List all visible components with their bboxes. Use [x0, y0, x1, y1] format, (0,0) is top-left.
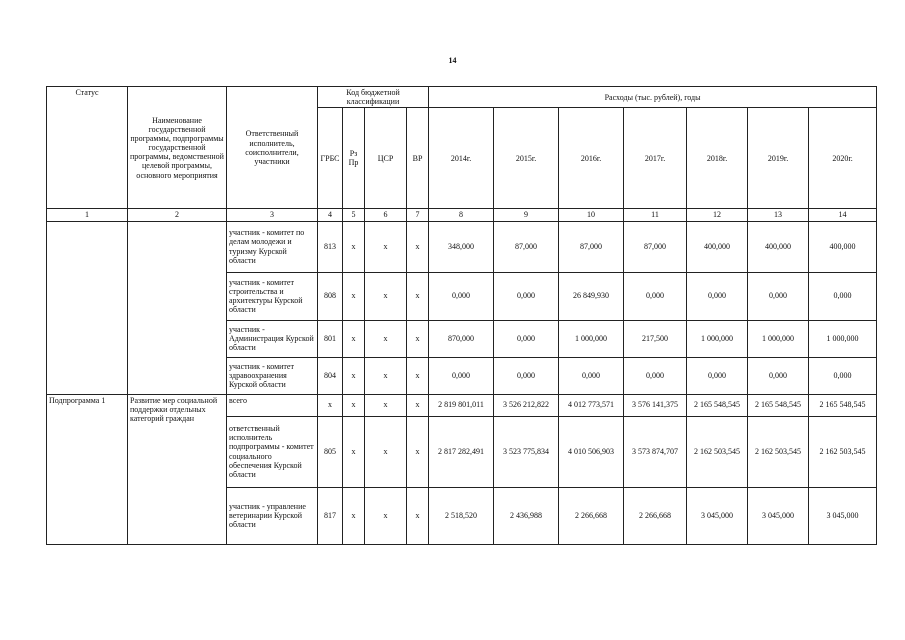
- name-cell: [128, 221, 227, 394]
- value-2016: 0,000: [559, 357, 624, 394]
- header-rzpr: Рз Пр: [343, 108, 365, 209]
- rzpr-cell: х: [343, 320, 365, 357]
- value-2018: 2 162 503,545: [687, 416, 748, 487]
- executor-cell: участник - управление ветеринарии Курской области: [227, 487, 318, 544]
- value-2018: 400,000: [687, 221, 748, 272]
- column-number: 5: [343, 209, 365, 221]
- value-2020: 3 045,000: [809, 487, 877, 544]
- rzpr-cell: х: [343, 221, 365, 272]
- value-2014: 2 518,520: [429, 487, 494, 544]
- value-2014: 0,000: [429, 357, 494, 394]
- value-2014: 0,000: [429, 272, 494, 320]
- value-2018: 1 000,000: [687, 320, 748, 357]
- value-2020: 400,000: [809, 221, 877, 272]
- value-2018: 3 045,000: [687, 487, 748, 544]
- vr-cell: х: [407, 416, 429, 487]
- value-2016: 4 012 773,571: [559, 394, 624, 416]
- value-2017: 3 573 874,707: [624, 416, 687, 487]
- csr-cell: х: [365, 357, 407, 394]
- value-2019: 2 162 503,545: [748, 416, 809, 487]
- value-2016: 2 266,668: [559, 487, 624, 544]
- header-year-2016: 2016г.: [559, 108, 624, 209]
- vr-cell: х: [407, 357, 429, 394]
- executor-cell: участник - комитет здравоохранения Курской области: [227, 357, 318, 394]
- value-2019: 2 165 548,545: [748, 394, 809, 416]
- header-budget-code: Код бюджетной классификации: [318, 87, 429, 108]
- value-2020: 0,000: [809, 357, 877, 394]
- header-year-2014: 2014г.: [429, 108, 494, 209]
- column-number: 14: [809, 209, 877, 221]
- header-year-2015: 2015г.: [494, 108, 559, 209]
- executor-cell: участник - Администрация Курской области: [227, 320, 318, 357]
- value-2017: 3 576 141,375: [624, 394, 687, 416]
- value-2020: 1 000,000: [809, 320, 877, 357]
- table-header: [47, 87, 877, 222]
- executor-cell: участник - комитет по делам молодежи и туризму Курской области: [227, 221, 318, 272]
- rzpr-cell: х: [343, 487, 365, 544]
- header-year-2018: 2018г.: [687, 108, 748, 209]
- value-2016: 1 000,000: [559, 320, 624, 357]
- rzpr-cell: х: [343, 272, 365, 320]
- executor-cell: участник - комитет строительства и архитектуры Курской области: [227, 272, 318, 320]
- value-2020: 0,000: [809, 272, 877, 320]
- column-number: 3: [227, 209, 318, 221]
- value-2015: 87,000: [494, 221, 559, 272]
- name-cell: Развитие мер социальной поддержки отдельных категорий граждан: [128, 394, 227, 544]
- value-2015: 2 436,988: [494, 487, 559, 544]
- rzpr-cell: х: [343, 394, 365, 416]
- value-2015: 3 526 212,822: [494, 394, 559, 416]
- vr-cell: х: [407, 394, 429, 416]
- table-row: [47, 394, 877, 416]
- column-number: 2: [128, 209, 227, 221]
- value-2019: 0,000: [748, 272, 809, 320]
- header-csr: ЦСР: [365, 108, 407, 209]
- csr-cell: х: [365, 320, 407, 357]
- rzpr-cell: х: [343, 416, 365, 487]
- executor-cell: ответственный исполнитель подпрограммы - комитет социального обеспечения Курской области: [227, 416, 318, 487]
- csr-cell: х: [365, 394, 407, 416]
- table-row: [47, 221, 877, 272]
- column-number: 4: [318, 209, 343, 221]
- value-2018: 0,000: [687, 272, 748, 320]
- header-name: Наименование государственной программы, подпрограммы государственной программы, ведомственной целевой программы, основного мероприятия: [128, 87, 227, 209]
- csr-cell: х: [365, 221, 407, 272]
- value-2015: 0,000: [494, 320, 559, 357]
- grbs-cell: х: [318, 394, 343, 416]
- rzpr-cell: х: [343, 357, 365, 394]
- column-number: 7: [407, 209, 429, 221]
- status-cell: [47, 221, 128, 394]
- value-2015: 0,000: [494, 357, 559, 394]
- csr-cell: х: [365, 416, 407, 487]
- csr-cell: х: [365, 272, 407, 320]
- value-2019: 400,000: [748, 221, 809, 272]
- value-2014: 2 819 801,011: [429, 394, 494, 416]
- value-2014: 2 817 282,491: [429, 416, 494, 487]
- value-2014: 348,000: [429, 221, 494, 272]
- vr-cell: х: [407, 221, 429, 272]
- budget-table: [46, 86, 877, 545]
- header-expenses: Расходы (тыс. рублей), годы: [429, 87, 877, 108]
- csr-cell: х: [365, 487, 407, 544]
- header-year-2017: 2017г.: [624, 108, 687, 209]
- header-status: Статус: [47, 87, 128, 209]
- page-number: 14: [448, 56, 457, 65]
- header-grbs: ГРБС: [318, 108, 343, 209]
- header-vr: ВР: [407, 108, 429, 209]
- value-2017: 87,000: [624, 221, 687, 272]
- vr-cell: х: [407, 487, 429, 544]
- column-number: 13: [748, 209, 809, 221]
- column-number: 8: [429, 209, 494, 221]
- grbs-cell: 805: [318, 416, 343, 487]
- value-2017: 0,000: [624, 357, 687, 394]
- grbs-cell: 817: [318, 487, 343, 544]
- value-2018: 2 165 548,545: [687, 394, 748, 416]
- value-2020: 2 165 548,545: [809, 394, 877, 416]
- value-2017: 0,000: [624, 272, 687, 320]
- column-number: 11: [624, 209, 687, 221]
- value-2014: 870,000: [429, 320, 494, 357]
- header-responsible: Ответственный исполнитель, соисполнители, участники: [227, 87, 318, 209]
- value-2019: 1 000,000: [748, 320, 809, 357]
- vr-cell: х: [407, 272, 429, 320]
- header-year-2019: 2019г.: [748, 108, 809, 209]
- table-body: [47, 221, 877, 544]
- value-2020: 2 162 503,545: [809, 416, 877, 487]
- grbs-cell: 813: [318, 221, 343, 272]
- value-2015: 0,000: [494, 272, 559, 320]
- column-number-row: [47, 209, 877, 221]
- value-2019: 0,000: [748, 357, 809, 394]
- header-year-2020: 2020г.: [809, 108, 877, 209]
- grbs-cell: 804: [318, 357, 343, 394]
- vr-cell: х: [407, 320, 429, 357]
- value-2015: 3 523 775,834: [494, 416, 559, 487]
- status-cell: Подпрограмма 1: [47, 394, 128, 544]
- column-number: 12: [687, 209, 748, 221]
- value-2016: 4 010 506,903: [559, 416, 624, 487]
- column-number: 1: [47, 209, 128, 221]
- value-2019: 3 045,000: [748, 487, 809, 544]
- value-2016: 26 849,930: [559, 272, 624, 320]
- grbs-cell: 808: [318, 272, 343, 320]
- value-2017: 2 266,668: [624, 487, 687, 544]
- executor-cell: всего: [227, 394, 318, 416]
- value-2016: 87,000: [559, 221, 624, 272]
- column-number: 6: [365, 209, 407, 221]
- column-number: 10: [559, 209, 624, 221]
- value-2018: 0,000: [687, 357, 748, 394]
- value-2017: 217,500: [624, 320, 687, 357]
- grbs-cell: 801: [318, 320, 343, 357]
- column-number: 9: [494, 209, 559, 221]
